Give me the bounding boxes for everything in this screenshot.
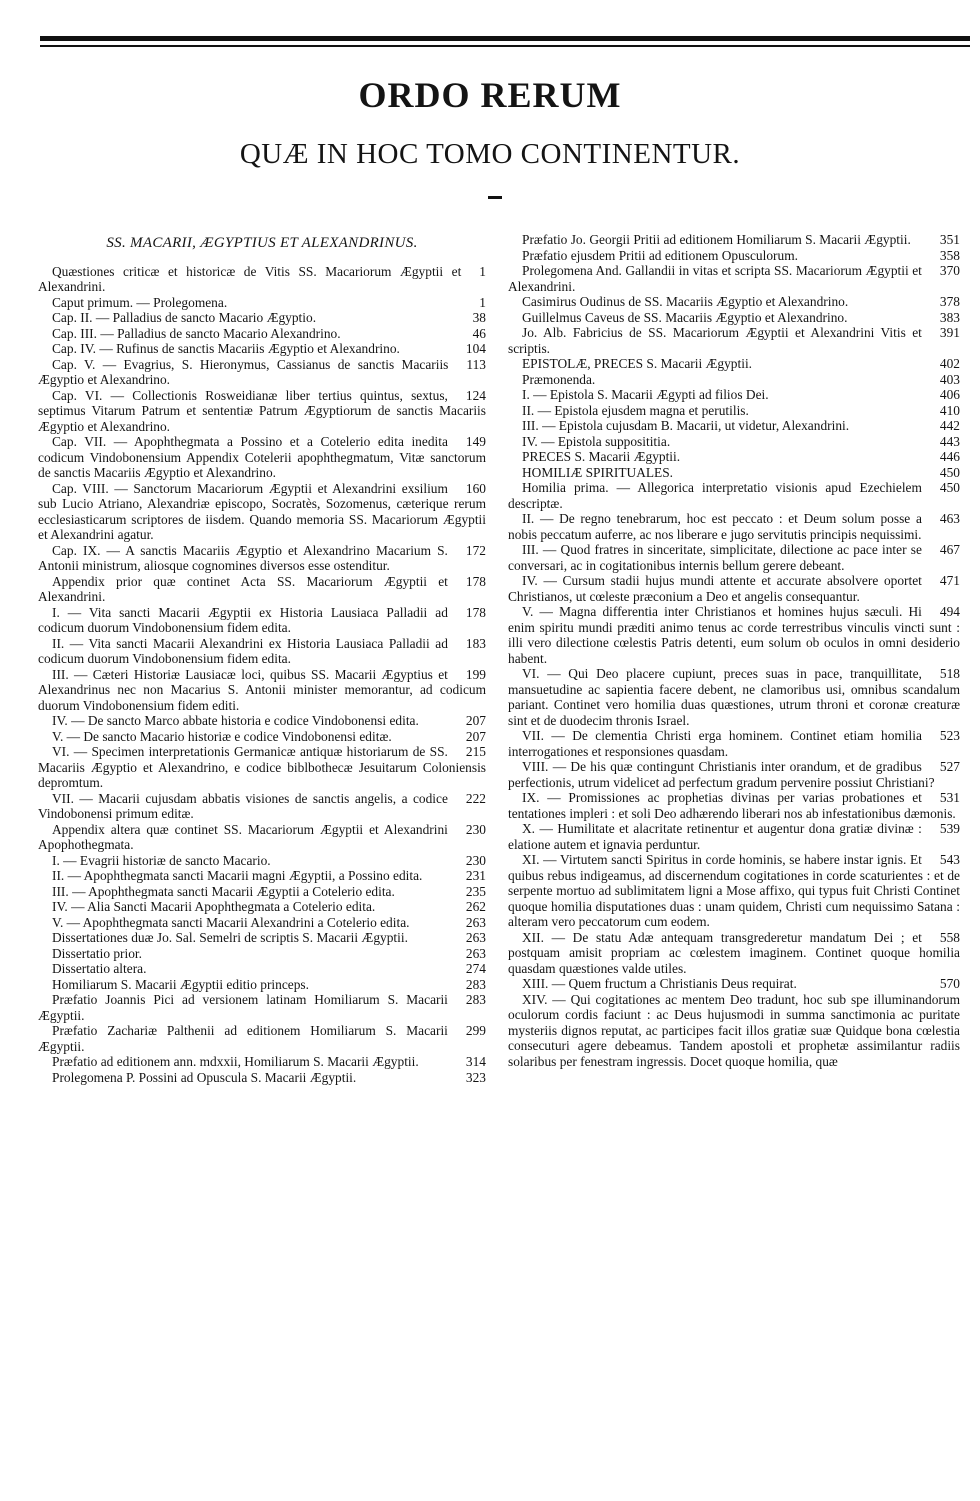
- toc-entry-text: IV. — De sancto Marco abbate historia e codice Vindobonensi edita.: [52, 713, 419, 728]
- toc-entry-text: I. — Epistola S. Macarii Ægypti ad filios Dei.: [522, 387, 769, 402]
- toc-entry-page: 199: [465, 666, 486, 682]
- toc-entry: [38, 1070, 486, 1086]
- toc-entry: [508, 372, 960, 388]
- toc-entry: [508, 310, 960, 326]
- toc-entry: [38, 481, 486, 543]
- toc-entry: [38, 977, 486, 993]
- toc-entry: [38, 388, 486, 435]
- toc-entry: [508, 449, 960, 465]
- toc-entry-text: Præfatio ejusdem Pritii ad editionem Opusculorum.: [522, 247, 798, 263]
- toc-entry-text: II. — Vita sancti Macarii Alexandrini ex Historia Lausiaca Palladii ad codicum duorum Vindobonensium fidem edita.: [38, 635, 448, 666]
- toc-entry-text: Præfatio Joannis Pici ad versionem latinam Homiliarum S. Macarii Ægyptii.: [38, 992, 448, 1023]
- toc-entry: [38, 295, 486, 311]
- toc-entry-text: V. — Apophthegmata sancti Macarii Alexandrini a Cotelerio edita.: [52, 914, 410, 930]
- toc-entry-text: VI. — Qui Deo placere cupiunt, preces suas in pace, tranquillitate, mansuetudine ac sapientia facere debent, ne clamoribus usi, omnibus scandalum pariant. Continet vero homilia duas quæstiones, utrum throni et coronæ creaturæ sint et de duodecim thronis Israel.: [508, 666, 960, 728]
- toc-entry-text: Dissertationes duæ Jo. Sal. Semelri de scriptis S. Macarii Ægyptii.: [52, 930, 408, 945]
- toc-entry: [508, 759, 960, 790]
- toc-entry: [508, 232, 960, 248]
- toc-entry: [38, 341, 486, 357]
- toc-entry: [38, 899, 486, 915]
- toc-entry-text: Cap. II. — Palladius de sancto Macario Ægyptio.: [52, 310, 317, 325]
- toc-entry: [508, 294, 960, 310]
- toc-entry: [508, 403, 960, 419]
- right-entries: [508, 232, 960, 1069]
- toc-entry-page: 124: [465, 387, 486, 403]
- toc-entry-text: Dissertatio altera.: [52, 961, 147, 976]
- toc-entry-text: Caput primum. — Prolegomena.: [52, 294, 228, 310]
- toc-entry-text: Prolegomena And. Gallandii in vitas et scripta SS. Macariorum Ægyptii et Alexandrini.: [508, 263, 922, 294]
- toc-entry-page: 178: [465, 573, 486, 589]
- toc-entry-text: Jo. Alb. Fabricius de SS. Macariorum Ægyptii et Alexandrini Vitis et scriptis.: [508, 325, 922, 356]
- toc-entry: [508, 852, 960, 930]
- toc-entry: [38, 1023, 486, 1054]
- toc-entry: [38, 574, 486, 605]
- toc-entry-text: I. — Vita sancti Macarii Ægyptii ex Historia Lausiaca Palladii ad codicum duorum Vindobonensium fidem edita.: [38, 604, 448, 635]
- toc-entry: [508, 666, 960, 728]
- toc-entry-page: 299: [465, 1023, 486, 1038]
- toc-entry-text: VI. — Specimen interpretationis Germanicæ antiquæ historiarum de SS. Macariis Ægyptio et Alexandrino, e codice biblbothecæ Jesuitarum Coloniensis depromtum.: [38, 744, 486, 790]
- toc-entry: [508, 976, 960, 992]
- toc-entry-text: Prolegomena P. Possini ad Opuscula S. Macarii Ægyptii.: [52, 1069, 357, 1085]
- toc-entry-text: Quæstiones criticæ et historicæ de Vitis SS. Macariorum Ægyptii et Alexandrini.: [38, 263, 462, 294]
- toc-entry-page: 446: [939, 449, 960, 464]
- toc-entry-page: 443: [939, 433, 960, 449]
- toc-entry: [38, 713, 486, 729]
- toc-entry-text: IV. — Cursum stadii hujus mundi attente et accurate absolvere oportet Christianos, ut cœleste præconium a Deo et angelis consequantur.: [508, 573, 922, 604]
- toc-entry: [38, 853, 486, 869]
- toc-entry-text: EPISTOLÆ, PRECES S. Macarii Ægyptii.: [522, 356, 753, 371]
- toc-entry: [38, 868, 486, 884]
- toc-entry: [38, 1054, 486, 1070]
- toc-entry: [508, 511, 960, 542]
- toc-entry-text: Præfatio Zachariæ Palthenii ad editionem Homiliarum S. Macarii Ægyptii.: [38, 1023, 448, 1054]
- toc-entry-text: III. — Epistola cujusdam B. Macarii, ut videtur, Alexandrini.: [522, 418, 850, 433]
- toc-entry-page: 172: [465, 542, 486, 558]
- toc-entry-page: 160: [465, 480, 486, 496]
- toc-entry-page: 1: [479, 294, 486, 310]
- section-heading: SS. MACARII, ÆGYPTIUS ET ALEXANDRINUS.: [106, 235, 418, 251]
- toc-entry-text: X. — Humilitate et alacritate retinentur et augentur dona gratiæ divinæ : elatione autem et ignavia perduntur.: [508, 821, 922, 852]
- toc-entry-page: 539: [939, 821, 960, 836]
- toc-entry-page: 235: [465, 883, 486, 899]
- toc-entry-text: Dissertatio prior.: [52, 945, 143, 961]
- toc-entry-text: Homilia prima. — Allegorica interpretatio visionis apud Ezechielem descriptæ.: [508, 480, 922, 511]
- toc-entry-text: I. — Evagrii historiæ de sancto Macario.: [52, 852, 271, 868]
- page-title: ORDO RERUM: [358, 75, 622, 115]
- toc-entry: [508, 263, 960, 294]
- toc-entry: [508, 728, 960, 759]
- toc-entry-text: V. — De sancto Macario historiæ e codice Vindobonensi editæ.: [52, 728, 392, 744]
- toc-entry-page: 442: [939, 418, 960, 433]
- toc-entry-page: 531: [939, 790, 960, 805]
- toc-entry-text: III. — Apophthegmata sancti Macarii Ægyptii a Cotelerio edita.: [52, 883, 395, 899]
- toc-entry-text: PRECES S. Macarii Ægyptii.: [522, 449, 681, 464]
- toc-entry-page: 104: [465, 341, 486, 356]
- toc-entry: [38, 930, 486, 946]
- toc-entry: [508, 465, 960, 481]
- toc-entry: [508, 418, 960, 434]
- toc-entry-page: 263: [465, 945, 486, 961]
- toc-entry-page: 558: [939, 929, 960, 945]
- toc-entry-text: Casimirus Oudinus de SS. Macariis Ægyptio et Alexandrino.: [522, 294, 849, 309]
- toc-entry-page: 178: [465, 604, 486, 620]
- toc-entry-page: 38: [472, 310, 486, 325]
- toc-entry-text: II. — Apophthegmata sancti Macarii magni Ægyptii, a Possino edita.: [52, 868, 423, 883]
- top-rule-thick: [40, 36, 970, 41]
- right-column: [508, 232, 960, 1069]
- toc-entry: [38, 822, 486, 853]
- toc-entry: [38, 744, 486, 791]
- toc-entry-page: 263: [465, 914, 486, 930]
- toc-entry: [508, 992, 960, 1070]
- toc-entry-page: 283: [465, 992, 486, 1007]
- title-separator: [488, 196, 502, 199]
- toc-entry-text: IV. — Alia Sancti Macarii Apophthegmata a Cotelerio edita.: [52, 899, 376, 914]
- toc-entry-page: 222: [465, 790, 486, 806]
- top-rule-thin: [40, 45, 970, 47]
- toc-entry: [38, 667, 486, 714]
- toc-entry-page: 351: [939, 232, 960, 247]
- toc-entry-page: 262: [465, 899, 486, 914]
- toc-entry-page: 314: [465, 1054, 486, 1069]
- toc-entry-text: XIII. — Quem fructum a Christianis Deus requirat.: [522, 976, 797, 991]
- toc-entry: [508, 325, 960, 356]
- toc-entry: [38, 729, 486, 745]
- toc-entry-page: 518: [939, 666, 960, 681]
- toc-entry-page: 358: [939, 247, 960, 263]
- toc-entry-text: Cap. IX. — A sanctis Macariis Ægyptio et Alexandrino Macarium S. Antonii ministrum, aliosque cognomines diversos esse ostenditur.: [38, 542, 448, 573]
- left-entries: [38, 264, 486, 1086]
- left-column: [38, 232, 486, 1085]
- toc-entry-page: 463: [939, 511, 960, 526]
- toc-entry-text: Præfatio Jo. Georgii Pritii ad editionem Homiliarum S. Macarii Ægyptii.: [522, 232, 911, 247]
- toc-entry-text: Cap. V. — Evagrius, S. Hieronymus, Cassianus de sanctis Macariis Ægyptio et Alexandrino.: [38, 356, 449, 387]
- toc-entry: [38, 946, 486, 962]
- toc-entry-page: 402: [939, 356, 960, 371]
- toc-entry-text: Appendix altera quæ continet SS. Macariorum Ægyptii et Alexandrini Apophothegmata.: [38, 821, 448, 852]
- toc-entry: [38, 326, 486, 342]
- toc-entry-page: 207: [465, 713, 486, 728]
- toc-entry-page: 207: [465, 728, 486, 744]
- toc-entry-text: HOMILIÆ SPIRITUALES.: [522, 464, 674, 480]
- toc-entry-page: 1: [479, 263, 486, 279]
- toc-entry: [38, 434, 486, 481]
- toc-entry-page: 378: [939, 294, 960, 309]
- toc-entry: [38, 884, 486, 900]
- toc-entry-text: Guillelmus Caveus de SS. Macariis Ægyptio et Alexandrino.: [522, 309, 848, 325]
- toc-entry-text: VII. — Macarii cujusdam abbatis visiones de sanctis angelis, a codice Vindobonensi primum editæ.: [38, 790, 448, 821]
- toc-entry-text: IX. — Promissiones ac prophetias divinas per varias probationes et tentationes impleri : et soli Deo adhærendo liberari nos ab infestationibus dæmonis.: [508, 790, 956, 821]
- toc-entry-page: 570: [939, 976, 960, 991]
- toc-entry-page: 323: [465, 1069, 486, 1085]
- toc-entry: [508, 480, 960, 511]
- toc-entry-text: V. — Magna differentia inter Christianos et homines hujus sæculi. Hi enim spiritu mundi præditi animo tenus ac corde terrestribus vinculis vincti sunt : illi vero dilectione cœlestis Patris detenti, eum solum ob oculos in omni desiderio habent.: [508, 604, 960, 666]
- toc-entry-page: 231: [465, 868, 486, 883]
- toc-entry-page: 467: [939, 542, 960, 557]
- toc-entry-page: 410: [939, 402, 960, 418]
- toc-entry: [38, 961, 486, 977]
- toc-entry: [38, 992, 486, 1023]
- toc-entry-text: II. — De regno tenebrarum, hoc est peccato : et Deum solum posse a nobis peccatum auferre, ac nos liberare e jugo servitutis principis nequissimi.: [508, 511, 922, 542]
- toc-entry-page: 183: [465, 635, 486, 651]
- toc-entry: [508, 573, 960, 604]
- toc-entry: [38, 791, 486, 822]
- toc-entry: [38, 543, 486, 574]
- toc-entry-text: Cap. III. — Palladius de sancto Macario Alexandrino.: [52, 325, 341, 341]
- toc-entry-page: 471: [939, 573, 960, 588]
- toc-entry-page: 523: [939, 728, 960, 743]
- toc-entry: [38, 264, 486, 295]
- toc-entry-text: III. — Quod fratres in sinceritate, simplicitate, dilectione ac pace inter se conversari, ac in cogitationibus internis bellum gerere debeant.: [508, 542, 922, 573]
- toc-entry-page: 274: [465, 961, 486, 976]
- toc-entry-page: 494: [939, 604, 960, 619]
- toc-entry-text: Homiliarum S. Macarii Ægyptii editio princeps.: [52, 976, 309, 992]
- toc-entry-text: III. — Cæteri Historiæ Lausiacæ loci, quibus SS. Macarii Ægyptius et Alexandrinus nec non Macarius S. Antonii minister memorantur, ad codicum duorum Vindobonensium fidem editi.: [38, 666, 486, 713]
- page-subtitle: QUÆ IN HOC TOMO CONTINENTUR.: [239, 138, 741, 170]
- toc-entry: [38, 915, 486, 931]
- toc-entry-page: 283: [465, 976, 486, 992]
- toc-entry-page: 230: [465, 821, 486, 837]
- toc-entry-text: Cap. IV. — Rufinus de sanctis Macariis Ægyptio et Alexandrino.: [52, 341, 400, 356]
- toc-entry: [38, 636, 486, 667]
- toc-entry-text: VII. — De clementia Christi erga hominem. Continet etiam homilia interrogationes et responsiones quasdam.: [508, 728, 922, 759]
- toc-entry-text: Cap. VIII. — Sanctorum Macariorum Ægyptii et Alexandrini exsilium sub Lucio Atriano, Alexandriæ episcopo, Socratès, Sozomenus, cæterique rerum ecclesiasticarum scriptores de iisdem. Quando memoria SS. Macariorum Ægyptii et Alexandrini agatur.: [38, 480, 486, 542]
- toc-entry-page: 450: [939, 480, 960, 495]
- toc-entry-page: 149: [465, 434, 486, 449]
- toc-entry-page: 215: [465, 744, 486, 759]
- toc-entry: [38, 605, 486, 636]
- toc-entry-page: 406: [939, 387, 960, 402]
- toc-entry-text: Appendix prior quæ continet Acta SS. Macariorum Ægyptii et Alexandrini.: [38, 573, 448, 604]
- toc-entry: [508, 356, 960, 372]
- toc-entry-page: 370: [939, 263, 960, 278]
- toc-entry: [38, 310, 486, 326]
- toc-entry-text: II. — Epistola ejusdem magna et perutilis.: [522, 402, 749, 418]
- toc-entry-page: 403: [939, 371, 960, 387]
- toc-entry-page: 450: [939, 464, 960, 480]
- toc-entry-text: Præfatio ad editionem ann. mdxxii, Homiliarum S. Macarii Ægyptii.: [52, 1054, 419, 1069]
- toc-entry-page: 391: [939, 325, 960, 340]
- toc-entry-page: 113: [466, 356, 486, 372]
- toc-entry-page: 543: [939, 852, 960, 867]
- toc-entry-text: XI. — Virtutem sancti Spiritus in corde hominis, se habere instar ignis. Et quibus rebus indigeamus, ad discernendum cogitationes in corde scaturientes : et de serpente mortuo ad sublimitatem ligni a Mose affixo, qui typus fuit Christi Continet quoque homilia disputationes duas : unam quidem, Christi cum nequissimo Satana : alteram vero peccatorum cum eodem.: [508, 852, 960, 929]
- toc-entry-page: 263: [465, 930, 486, 945]
- toc-entry-text: Cap. VII. — Apophthegmata a Possino et a Cotelerio edita inedita codicum Vindobonensium Appendix Cotelerii apophthegmatum, Vitæ sanctorum de sanctis Macariis Ægyptio et Alexandrino.: [38, 434, 486, 480]
- toc-entry: [508, 248, 960, 264]
- toc-entry-page: 527: [939, 759, 960, 774]
- toc-entry: [508, 387, 960, 403]
- toc-entry-text: VIII. — De his quæ contingunt Christianis inter orandum, et de gradibus perfectionis, utrum videlicet ad perfectum gradum pervenire possiut Christiani?: [508, 759, 935, 790]
- toc-entry-text: Cap. VI. — Collectionis Rosweidianæ liber tertius quintus, sextus, septimus Vitarum Patrum et sententiæ Patrum Ægyptiorum de sanctis Macariis Ægyptio et Alexandrino.: [38, 387, 486, 434]
- toc-entry: [508, 821, 960, 852]
- toc-entry-text: XIV. — Qui cogitationes ac mentem Deo tradunt, hoc sub spe illuminandorum oculorum cordis faciunt : ac Deus hujusmodi in summa sanctimonia ac puritate mysteriis dignos reputat, ac participes facit illos gratiæ suæ Quidque bona cœlestia consecuturi agere debeamus. Tandem apostoli et prophetæ assimilantur radiis solaribus per fenestram ingressis. Docet quoque homilia, quæ: [508, 991, 960, 1069]
- toc-entry: [508, 542, 960, 573]
- toc-entry-text: IV. — Epistola supposititia.: [522, 433, 671, 449]
- toc-entry-page: 46: [472, 325, 486, 341]
- toc-entry: [508, 434, 960, 450]
- toc-entry: [508, 790, 960, 821]
- toc-entry-text: Præmonenda.: [522, 371, 596, 387]
- toc-entry: [508, 930, 960, 977]
- toc-entry-page: 230: [465, 852, 486, 868]
- toc-entry-page: 383: [939, 309, 960, 325]
- toc-entry-text: XII. — De statu Adæ antequam transgrederetur mandatum Dei ; et postquam amisit propriam ac cœlestem imaginem. Continet quoque homilia quasdam quæstiones valde utiles.: [508, 929, 960, 976]
- toc-entry: [38, 357, 486, 388]
- toc-entry: [508, 604, 960, 666]
